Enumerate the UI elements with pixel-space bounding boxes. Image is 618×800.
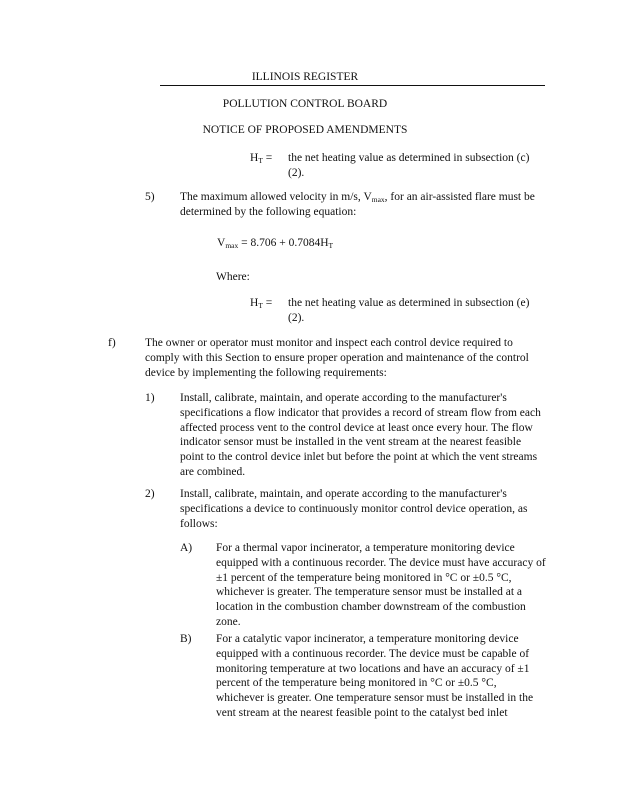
velocity-equation: $V_{max} = 8.706 + 0.7084H_T$ bbox=[217, 237, 334, 250]
item-label: A) bbox=[180, 542, 193, 554]
item-label: 2) bbox=[145, 488, 155, 500]
register-title: ILLINOIS REGISTER bbox=[251, 71, 359, 83]
header-rule bbox=[160, 85, 545, 86]
where-label: Where: bbox=[216, 271, 250, 283]
definition-text: the net heating value as determined in subsection (e)(2). bbox=[288, 297, 530, 324]
item-text: Install, calibrate, maintain, and operate according to the manufacturer's specifications a flow indicator that provides a record of stream flow from each affected process vent to the control device at least once every hour. The flow indicator sensor must be installed in the vent stream at the nearest feasible point to the control device inlet but before the point at which the vent streams are combined. bbox=[180, 392, 541, 478]
board-name: POLLUTION CONTROL BOARD bbox=[222, 98, 388, 110]
item-label: B) bbox=[180, 633, 192, 645]
item-label: 1) bbox=[145, 392, 155, 404]
item-label: f) bbox=[108, 337, 116, 349]
item-text: The maximum allowed velocity in m/s, $V_{max}$, for an air-assisted flare must be determined by the following equation: bbox=[180, 191, 535, 218]
notice-title: NOTICE OF PROPOSED AMENDMENTS bbox=[202, 124, 408, 136]
item-text: Install, calibrate, maintain, and operate according to the manufacturer's specifications a device to continuously monitor control device operation, as follows: bbox=[180, 488, 528, 530]
item-text: The owner or operator must monitor and inspect each control device required to comply with this Section to ensure proper operation and maintenance of the control device by implementing the following requirements: bbox=[145, 337, 529, 379]
definition-symbol: $H_T$ = bbox=[250, 152, 273, 165]
definition-symbol: $H_T$ = bbox=[250, 297, 273, 310]
item-text: For a catalytic vapor incinerator, a temperature monitoring device equipped with a continuous recorder. The device must be capable of monitoring temperature at two locations and have an accuracy of ±1 percent of the temperature being monitored in °C or ±0.5 °C, whichever is greater. One temperature sensor must be installed in the vent stream at the nearest feasible point to the catalyst bed inlet bbox=[216, 633, 534, 719]
definition-text: the net heating value as determined in subsection (c)(2). bbox=[288, 152, 530, 179]
item-label: 5) bbox=[145, 191, 155, 203]
item-text: For a thermal vapor incinerator, a temperature monitoring device equipped with a continuous recorder. The device must have accuracy of ±1 percent of the temperature being monitored in °C or ±0.5 °C, whichever is greater. The temperature sensor must be installed at a location in the combustion chamber downstream of the combustion zone. bbox=[216, 542, 546, 628]
